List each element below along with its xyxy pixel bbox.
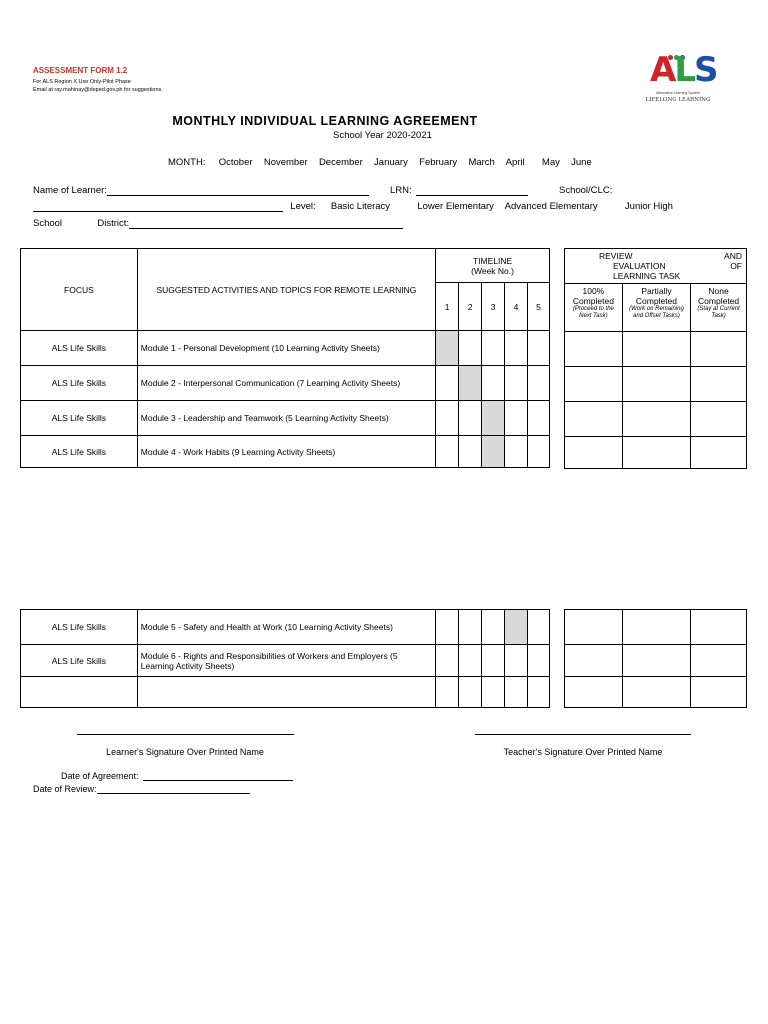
school-clc-label: School/CLC: bbox=[559, 185, 613, 196]
eval-cell[interactable] bbox=[622, 332, 690, 367]
review-header-word: EVALUATION bbox=[613, 261, 666, 271]
district-row bbox=[33, 218, 403, 229]
focus-cell bbox=[21, 677, 138, 708]
week-cell[interactable] bbox=[505, 436, 528, 468]
week-cell[interactable] bbox=[505, 331, 528, 366]
eval-cell[interactable] bbox=[691, 677, 747, 708]
week-cell[interactable] bbox=[505, 401, 528, 436]
eval-partial bbox=[622, 284, 690, 332]
logo-wordmark: ALS bbox=[650, 50, 717, 90]
district-field[interactable] bbox=[129, 219, 403, 229]
week-cell[interactable] bbox=[482, 677, 505, 708]
month-option[interactable]: October bbox=[218, 157, 253, 168]
review-header-word: AND bbox=[724, 251, 742, 261]
activity-cell: Module 3 - Leadership and Teamwork (5 Learning Activity Sheets) bbox=[137, 401, 435, 436]
lrn-label: LRN: bbox=[390, 185, 412, 196]
week-cell[interactable] bbox=[436, 331, 459, 366]
level-option[interactable]: Basic Literacy bbox=[330, 201, 391, 212]
name-label: Name of Learner: bbox=[33, 185, 107, 196]
activities-header: SUGGESTED ACTIVITIES AND TOPICS FOR REMOTE LEARNING bbox=[137, 249, 435, 331]
week-cell[interactable] bbox=[505, 645, 528, 677]
table-row bbox=[21, 401, 550, 436]
month-option[interactable]: January bbox=[374, 157, 408, 168]
eval-cell[interactable] bbox=[565, 437, 623, 469]
week-cell[interactable] bbox=[436, 610, 459, 645]
week-cell[interactable] bbox=[482, 610, 505, 645]
eval-cell[interactable] bbox=[622, 645, 691, 677]
week-cell[interactable] bbox=[505, 366, 528, 401]
week-cell[interactable] bbox=[459, 436, 482, 468]
eval-cell[interactable] bbox=[622, 610, 691, 645]
timeline-subtitle: (Week No.) bbox=[471, 265, 514, 276]
month-label: MONTH: bbox=[168, 157, 206, 168]
week-cell[interactable] bbox=[505, 610, 528, 645]
activity-cell bbox=[137, 677, 435, 708]
school-year: School Year 2020-2021 bbox=[333, 130, 432, 141]
week-cell[interactable] bbox=[528, 331, 550, 366]
district-label: District: bbox=[97, 218, 130, 229]
week-cell[interactable] bbox=[527, 610, 549, 645]
eval-none bbox=[691, 284, 747, 332]
focus-cell: ALS Life Skills bbox=[21, 331, 138, 366]
learner-signature-label: Learner's Signature Over Printed Name bbox=[106, 747, 264, 757]
week-cell[interactable] bbox=[505, 677, 528, 708]
week-cell[interactable] bbox=[459, 610, 482, 645]
eval-row bbox=[565, 677, 747, 708]
level-option[interactable]: Lower Elementary bbox=[417, 201, 494, 212]
week-cell[interactable] bbox=[459, 645, 482, 677]
eval-note: (Proceed to the Next Task) bbox=[572, 306, 614, 319]
eval-note: (Stay at Current Task) bbox=[697, 306, 740, 319]
eval-row bbox=[565, 367, 747, 402]
level-option[interactable]: Junior High bbox=[624, 201, 673, 212]
week-cell[interactable] bbox=[527, 645, 549, 677]
eval-cell[interactable] bbox=[565, 610, 623, 645]
week-header: 1 bbox=[436, 283, 459, 331]
date-review-field[interactable] bbox=[97, 784, 250, 794]
focus-header: FOCUS bbox=[21, 249, 138, 331]
table-row bbox=[21, 610, 550, 645]
focus-cell: ALS Life Skills bbox=[21, 645, 138, 677]
eval-cell[interactable] bbox=[691, 332, 747, 367]
focus-cell: ALS Life Skills bbox=[21, 610, 138, 645]
activity-cell: Module 2 - Interpersonal Communication (7 Learning Activity Sheets) bbox=[137, 366, 435, 401]
table-row bbox=[21, 331, 550, 366]
level-row bbox=[33, 201, 673, 212]
level-label: Level: bbox=[290, 201, 316, 212]
review-header-word: OF bbox=[730, 261, 742, 271]
week-cell[interactable] bbox=[459, 401, 482, 436]
lrn-field[interactable] bbox=[416, 186, 528, 196]
week-cell[interactable] bbox=[528, 401, 550, 436]
table-row bbox=[21, 436, 550, 468]
month-option[interactable]: April bbox=[505, 157, 525, 168]
focus-cell: ALS Life Skills bbox=[21, 436, 138, 468]
timeline-header bbox=[436, 249, 550, 283]
activity-cell: Module 4 - Work Habits (9 Learning Activity Sheets) bbox=[137, 436, 435, 468]
eval-cell[interactable] bbox=[691, 645, 747, 677]
focus-cell: ALS Life Skills bbox=[21, 366, 138, 401]
form-label: ASSESSMENT FORM 1.2 bbox=[33, 66, 128, 75]
teacher-signature-label: Teacher's Signature Over Printed Name bbox=[503, 747, 663, 757]
review-header-word: REVIEW bbox=[599, 251, 633, 261]
week-cell[interactable] bbox=[459, 677, 482, 708]
activity-cell: Module 6 - Rights and Responsibilities of Workers and Employers (5 Learning Activity Sheets) bbox=[137, 645, 435, 677]
month-option[interactable]: February bbox=[419, 157, 458, 168]
email-note: Email at ray.mahinay@deped.gov.ph for suggestions. bbox=[33, 87, 163, 93]
week-cell[interactable] bbox=[459, 366, 482, 401]
month-row bbox=[168, 157, 592, 168]
date-review-label: Date of Review: bbox=[33, 784, 97, 794]
month-option[interactable]: November bbox=[263, 157, 308, 168]
table-row bbox=[21, 677, 550, 708]
week-cell[interactable] bbox=[436, 677, 459, 708]
eval-row bbox=[565, 645, 747, 677]
week-cell[interactable] bbox=[528, 366, 550, 401]
date-agreement-row bbox=[61, 771, 293, 781]
eval-note: (Work on Remaining and Offset Tasks) bbox=[629, 306, 684, 319]
week-cell[interactable] bbox=[436, 645, 459, 677]
eval-cell[interactable] bbox=[565, 645, 623, 677]
week-cell[interactable] bbox=[528, 436, 550, 468]
week-cell[interactable] bbox=[527, 677, 549, 708]
week-header: 4 bbox=[505, 283, 528, 331]
table-row bbox=[21, 366, 550, 401]
date-review-row bbox=[33, 784, 250, 794]
eval-cell[interactable] bbox=[691, 367, 747, 402]
month-option[interactable]: June bbox=[571, 157, 592, 168]
logo-tagline: LIFELONG LEARNING bbox=[645, 97, 711, 103]
table-row bbox=[21, 645, 550, 677]
week-header: 5 bbox=[528, 283, 550, 331]
month-option[interactable]: March bbox=[468, 157, 495, 168]
eval-row bbox=[565, 610, 747, 645]
eval-row bbox=[565, 332, 747, 367]
school-clc-field[interactable] bbox=[33, 202, 283, 212]
eval-title: Partially Completed bbox=[635, 286, 678, 306]
eval-row bbox=[565, 402, 747, 437]
week-cell[interactable] bbox=[482, 401, 505, 436]
month-option[interactable]: May bbox=[541, 157, 560, 168]
date-agreement-field[interactable] bbox=[143, 771, 293, 781]
school-label: School bbox=[33, 218, 63, 229]
timeline-table-bottom bbox=[20, 609, 550, 708]
date-agreement-label: Date of Agreement: bbox=[61, 771, 139, 781]
lrn-row bbox=[390, 185, 528, 196]
week-cell[interactable] bbox=[436, 436, 459, 468]
week-header: 2 bbox=[459, 283, 482, 331]
month-option[interactable]: December bbox=[318, 157, 363, 168]
review-header-word: LEARNING TASK bbox=[613, 271, 681, 281]
teacher-signature-line[interactable] bbox=[475, 734, 691, 735]
review-table-top bbox=[564, 248, 747, 469]
week-header: 3 bbox=[482, 283, 505, 331]
eval-cell[interactable] bbox=[622, 367, 690, 402]
timeline-title: TIMELINE bbox=[472, 255, 513, 266]
eval-title: 100% Completed bbox=[572, 286, 614, 306]
eval-cell[interactable] bbox=[622, 437, 690, 469]
week-cell[interactable] bbox=[436, 401, 459, 436]
logo-subtitle: Alternative Learning System bbox=[656, 91, 700, 95]
week-cell[interactable] bbox=[482, 331, 505, 366]
week-cell[interactable] bbox=[459, 331, 482, 366]
eval-cell[interactable] bbox=[565, 332, 623, 367]
activity-cell: Module 5 - Safety and Health at Work (10 Learning Activity Sheets) bbox=[137, 610, 435, 645]
week-cell[interactable] bbox=[482, 436, 505, 468]
activity-cell: Module 1 - Personal Development (10 Learning Activity Sheets) bbox=[137, 331, 435, 366]
als-logo bbox=[640, 47, 716, 107]
eval-row bbox=[565, 437, 747, 469]
eval-title: None Completed bbox=[698, 286, 740, 306]
focus-cell: ALS Life Skills bbox=[21, 401, 138, 436]
eval-cell[interactable] bbox=[565, 402, 623, 437]
review-header bbox=[565, 249, 747, 284]
level-option[interactable]: Advanced Elementary bbox=[504, 201, 598, 212]
timeline-table-top bbox=[20, 248, 550, 468]
eval-cell[interactable] bbox=[691, 402, 747, 437]
eval-cell[interactable] bbox=[691, 437, 747, 469]
eval-cell[interactable] bbox=[565, 367, 623, 402]
eval-cell[interactable] bbox=[622, 402, 690, 437]
eval-complete bbox=[565, 284, 623, 332]
name-field[interactable] bbox=[107, 186, 369, 196]
week-cell[interactable] bbox=[482, 645, 505, 677]
name-row bbox=[33, 185, 369, 196]
eval-cell[interactable] bbox=[691, 610, 747, 645]
week-cell[interactable] bbox=[482, 366, 505, 401]
page-title: MONTHLY INDIVIDUAL LEARNING AGREEMENT bbox=[172, 114, 478, 128]
review-table-bottom bbox=[564, 609, 747, 708]
eval-cell[interactable] bbox=[565, 677, 623, 708]
learner-signature-line[interactable] bbox=[77, 734, 294, 735]
form-note: For ALS Region X Use Only-Pilot Phase bbox=[33, 79, 131, 85]
week-cell[interactable] bbox=[436, 366, 459, 401]
eval-cell[interactable] bbox=[622, 677, 691, 708]
